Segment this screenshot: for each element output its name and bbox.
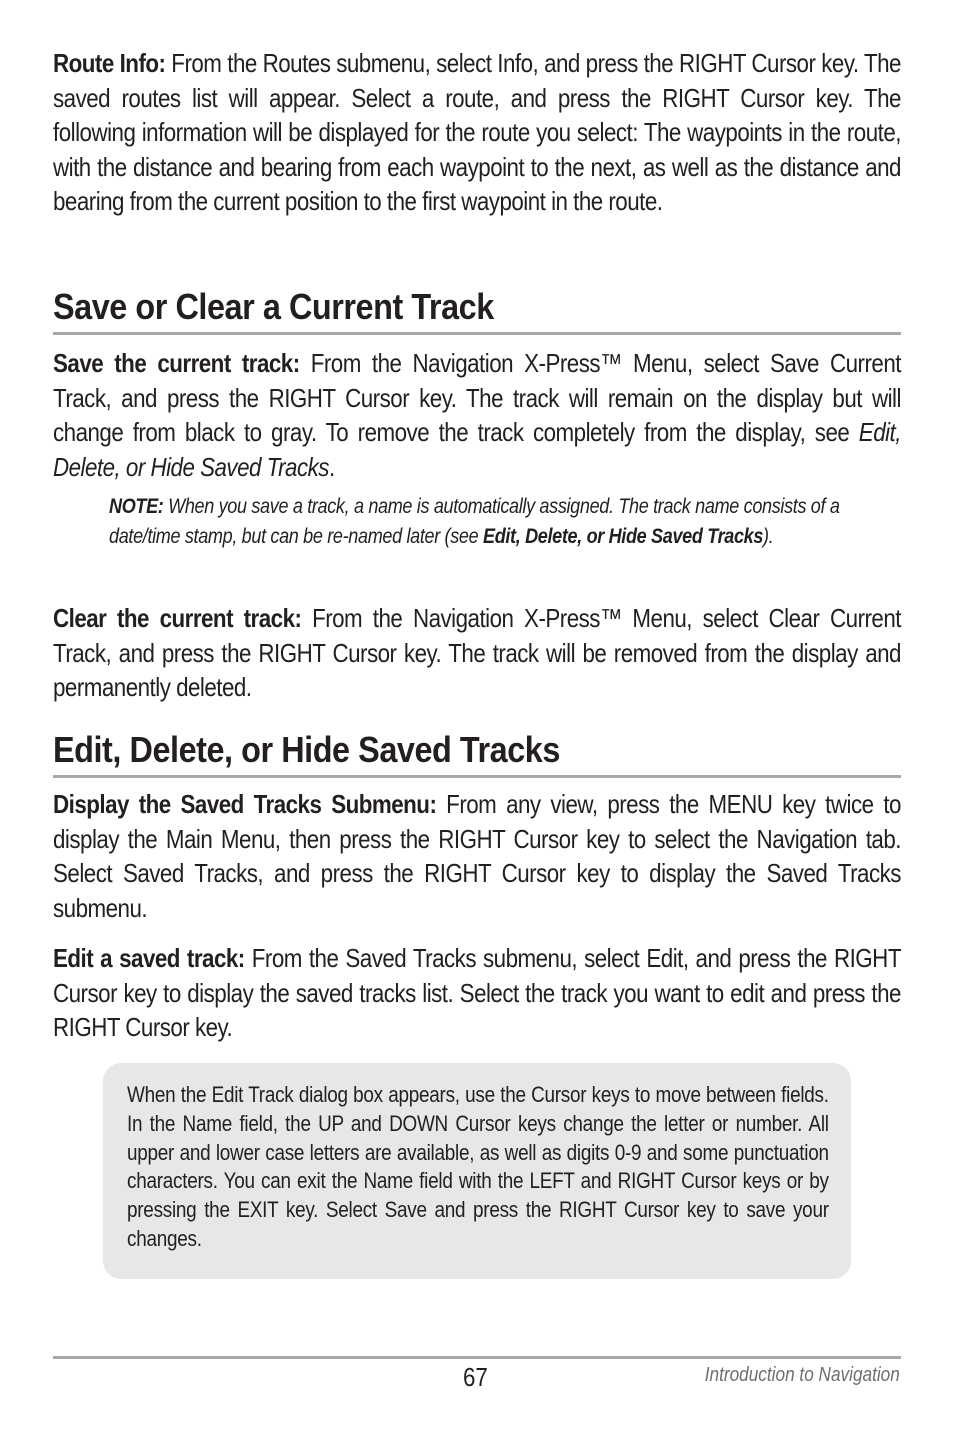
note-text: When you save a track, a name is automatically assigned. The track name consists of a date/time stamp, but can be re-named later (see <box>109 495 840 548</box>
save-track-end: . <box>328 451 335 482</box>
save-track-paragraph <box>53 346 901 484</box>
clear-track-lead: Clear the current track: <box>53 603 302 633</box>
edit-track-paragraph <box>53 941 901 1045</box>
note-lead: NOTE: <box>109 495 164 518</box>
clear-track-text: From the Navigation X-Press™ Menu, select Clear Current Track, and press the RIGHT Cursor key. The track will be removed from the display and permanently deleted. <box>53 603 901 702</box>
display-submenu-lead: Display the Saved Tracks Submenu: <box>53 789 437 819</box>
section-edit-heading <box>53 729 901 778</box>
page-number: 67 <box>463 1362 488 1392</box>
section-title-save-clear: Save or Clear a Current Track <box>53 286 494 327</box>
heading-rule <box>53 775 901 778</box>
edit-track-lead: Edit a saved track: <box>53 943 245 973</box>
clear-track-paragraph <box>53 601 901 705</box>
info-box-text: When the Edit Track dialog box appears, use the Cursor keys to move between fields. In the Name field, the UP and DOWN Cursor keys change the letter or number. All upper and lower case letters are available, as well as digits 0-9 and some punctuation characters. You can exit the Name field with the LEFT and RIGHT Cursor keys or by pressing the EXIT key. Select Save and press the RIGHT Cursor key to save your changes. <box>127 1082 829 1251</box>
route-info-lead: Route Info: <box>53 48 166 78</box>
heading-rule <box>53 332 901 335</box>
note-end: ). <box>763 525 774 548</box>
footer-section-title: Introduction to Navigation <box>704 1364 900 1386</box>
section-save-clear-heading <box>53 286 901 335</box>
save-track-text: From the Navigation X-Press™ Menu, select Save Current Track, and press the RIGHT Cursor key. The track will remain on the display but will change from black to gray. To remove the track completely from the display, see <box>53 348 901 447</box>
edit-track-text: From the Saved Tracks submenu, select Edit, and press the RIGHT Cursor key to display the saved tracks list. Select the track you want to edit and press the RIGHT Cursor key. <box>53 943 901 1042</box>
section-title-edit: Edit, Delete, or Hide Saved Tracks <box>53 729 560 770</box>
route-info-paragraph <box>53 46 901 219</box>
edit-track-info-box <box>103 1063 851 1279</box>
display-submenu-text: From any view, press the MENU key twice to display the Main Menu, then press the RIGHT Cursor key to select the Navigation tab. Select Saved Tracks, and press the RIGHT Cursor key to display the Saved Tracks submenu. <box>53 789 901 923</box>
note-ref: Edit, Delete, or Hide Saved Tracks <box>482 525 764 548</box>
save-track-ref: Edit, Delete, or Hide Saved Tracks <box>53 417 901 482</box>
note-paragraph <box>109 492 840 552</box>
display-submenu-paragraph <box>53 787 901 925</box>
save-track-lead: Save the current track: <box>53 348 300 378</box>
route-info-text: From the Routes submenu, select Info, and press the RIGHT Cursor key. The saved routes list will appear. Select a route, and press the RIGHT Cursor key. The following information will be displayed for the route you select: The waypoints in the route, with the distance and bearing from each waypoint to the next, as well as the distance and bearing from the current position to the first waypoint in the route. <box>53 48 901 216</box>
footer-rule <box>53 1356 901 1359</box>
